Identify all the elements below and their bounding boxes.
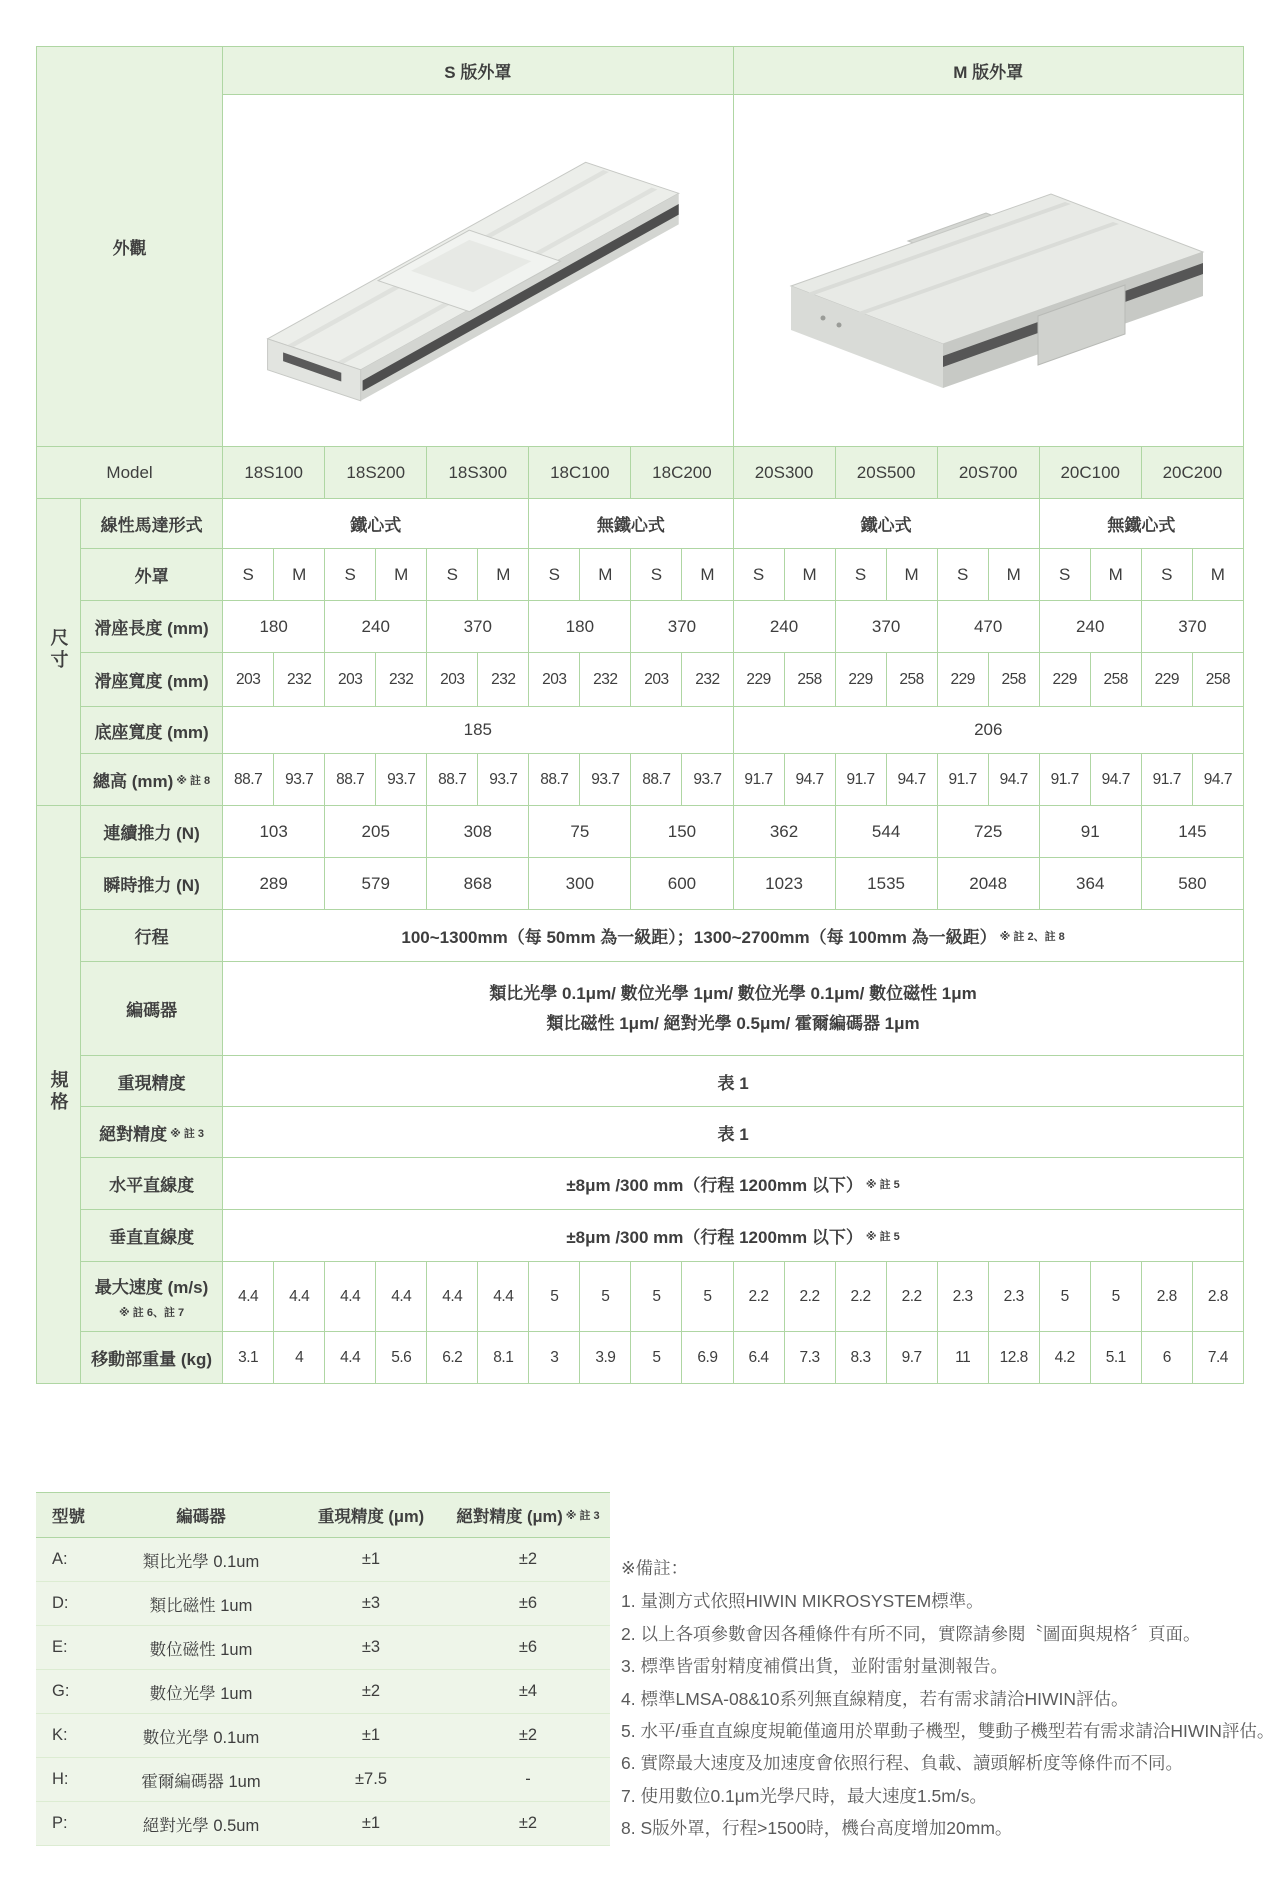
group-label-specifications	[37, 806, 81, 1384]
max-speed-value: 5	[529, 1262, 580, 1332]
max-speed-value: 2.3	[988, 1262, 1039, 1332]
moving-weight-value: 8.1	[478, 1332, 529, 1384]
encoder-accuracy-table	[36, 1492, 610, 1846]
total-height-row	[37, 754, 1244, 806]
cover-value: S	[427, 549, 478, 601]
max-speed-value: 2.2	[835, 1262, 886, 1332]
encoder-table-row	[36, 1714, 610, 1758]
row-label-stroke: 行程	[81, 910, 223, 962]
slider-width-value: 232	[274, 653, 325, 707]
encoder-table-header-row	[36, 1493, 610, 1538]
row-label-absolute-accuracy	[81, 1107, 223, 1158]
row-label-continuous-force: 連續推力 (N)	[81, 806, 223, 858]
continuous-force-value: 75	[529, 806, 631, 858]
stroke-note-mark: ※ 註 2、註 8	[999, 931, 1065, 943]
model-row	[37, 447, 1244, 499]
slider-width-value: 229	[937, 653, 988, 707]
peak-force-value: 1023	[733, 858, 835, 910]
encoder-table-cell: 類比光學 0.1um	[106, 1538, 296, 1582]
remarks-list	[621, 1585, 1283, 1844]
repeatability-row	[37, 1056, 1244, 1107]
cover-value: M	[988, 549, 1039, 601]
motor-type-row	[37, 499, 1244, 549]
total-height-value: 93.7	[682, 754, 733, 806]
slider-width-value: 258	[886, 653, 937, 707]
cover-value: S	[223, 549, 274, 601]
row-label-base-width: 底座寬度 (mm)	[81, 707, 223, 754]
s-cover-product-image	[233, 108, 723, 428]
total-height-value: 94.7	[784, 754, 835, 806]
encoder-line-2: 類比磁性 1μm/ 絕對光學 0.5μm/ 霍爾編碼器 1μm	[546, 1013, 920, 1033]
total-height-value: 88.7	[223, 754, 274, 806]
slider-length-value: 180	[223, 601, 325, 653]
vertical-straightness-note-mark: ※ 註 5	[865, 1231, 900, 1243]
slider-length-value: 370	[427, 601, 529, 653]
base-width-value: 185	[223, 707, 733, 754]
encoder-table-cell: ±4	[446, 1670, 610, 1714]
remark-item: 5. 水平/垂直直線度規範僅適用於單動子機型，雙動子機型若有需求請洽HIWIN評估。	[621, 1720, 1275, 1741]
cover-value: M	[274, 549, 325, 601]
max-speed-label-text: 最大速度 (m/s)	[94, 1278, 209, 1297]
model-name: 20S300	[733, 447, 835, 499]
peak-force-value: 364	[1039, 858, 1141, 910]
total-height-label-text: 總高 (mm)	[92, 772, 174, 791]
cover-value: M	[1090, 549, 1141, 601]
encoder-table-header-absolute-note: ※ 註 3	[565, 1510, 600, 1522]
encoder-table-header-encoder: 編碼器	[106, 1493, 296, 1538]
encoder-table-header-absolute	[446, 1493, 610, 1538]
encoder-table-cell: A:	[36, 1538, 106, 1582]
slider-length-row	[37, 601, 1244, 653]
moving-weight-value: 5.6	[376, 1332, 427, 1384]
slider-length-value: 370	[1141, 601, 1243, 653]
row-label-horizontal-straightness: 水平直線度	[81, 1158, 223, 1210]
row-label-moving-weight: 移動部重量 (kg)	[81, 1332, 223, 1384]
encoder-table-cell: H:	[36, 1758, 106, 1802]
slider-width-value: 229	[733, 653, 784, 707]
slider-width-value: 203	[427, 653, 478, 707]
slider-width-value: 258	[1090, 653, 1141, 707]
peak-force-value: 1535	[835, 858, 937, 910]
encoder-table-row	[36, 1538, 610, 1582]
continuous-force-value: 103	[223, 806, 325, 858]
encoder-table-cell: 數位光學 0.1um	[106, 1714, 296, 1758]
row-label-slider-width: 滑座寬度 (mm)	[81, 653, 223, 707]
total-height-note-mark: ※ 註 8	[176, 775, 211, 787]
total-height-value: 91.7	[1141, 754, 1192, 806]
encoder-table-cell: ±6	[446, 1626, 610, 1670]
slider-length-value: 240	[733, 601, 835, 653]
slider-width-value: 229	[1039, 653, 1090, 707]
encoder-row	[37, 962, 1244, 1056]
moving-weight-value: 11	[937, 1332, 988, 1384]
row-label-slider-length: 滑座長度 (mm)	[81, 601, 223, 653]
max-speed-value: 4.4	[223, 1262, 274, 1332]
max-speed-value: 5	[1090, 1262, 1141, 1332]
moving-weight-value: 7.4	[1192, 1332, 1243, 1384]
continuous-force-value: 145	[1141, 806, 1243, 858]
max-speed-value: 4.4	[325, 1262, 376, 1332]
spec-table	[36, 46, 1244, 1384]
continuous-force-value: 150	[631, 806, 733, 858]
absolute-accuracy-row	[37, 1107, 1244, 1158]
max-speed-value: 5	[580, 1262, 631, 1332]
moving-weight-value: 4.2	[1039, 1332, 1090, 1384]
total-height-value: 93.7	[478, 754, 529, 806]
slider-width-value: 203	[325, 653, 376, 707]
max-speed-value: 5	[682, 1262, 733, 1332]
slider-length-value: 240	[1039, 601, 1141, 653]
encoder-table-header-model: 型號	[36, 1493, 106, 1538]
appearance-label: 外觀	[37, 47, 223, 447]
m-cover-image-cell	[733, 95, 1244, 447]
moving-weight-value: 3.1	[223, 1332, 274, 1384]
encoder-table-row	[36, 1582, 610, 1626]
moving-weight-row	[37, 1332, 1244, 1384]
total-height-value: 94.7	[1192, 754, 1243, 806]
max-speed-value: 2.2	[886, 1262, 937, 1332]
total-height-value: 94.7	[886, 754, 937, 806]
cover-value: M	[784, 549, 835, 601]
model-label: Model	[37, 447, 223, 499]
peak-force-value: 300	[529, 858, 631, 910]
row-label-total-height	[81, 754, 223, 806]
total-height-value: 88.7	[325, 754, 376, 806]
repeatability-value: 表 1	[223, 1056, 1244, 1107]
horizontal-straightness-note-mark: ※ 註 5	[865, 1179, 900, 1191]
cover-value: S	[937, 549, 988, 601]
slider-length-value: 180	[529, 601, 631, 653]
slider-width-value: 258	[1192, 653, 1243, 707]
encoder-table-header-repeat: 重現精度 (μm)	[296, 1493, 446, 1538]
motor-type-value: 鐵心式	[733, 499, 1039, 549]
encoder-table-cell: ±2	[446, 1802, 610, 1846]
model-name: 20C200	[1141, 447, 1243, 499]
encoder-table-cell: P:	[36, 1802, 106, 1846]
cover-value: S	[733, 549, 784, 601]
encoder-table-cell: G:	[36, 1670, 106, 1714]
s-cover-image-cell	[223, 95, 733, 447]
total-height-value: 88.7	[631, 754, 682, 806]
remark-item: 3. 標準皆雷射精度補償出貨，並附雷射量測報告。	[621, 1656, 1008, 1677]
continuous-force-value: 362	[733, 806, 835, 858]
remark-item: 4. 標準LMSA-08&10系列無直線精度，若有需求請洽HIWIN評估。	[621, 1688, 1129, 1709]
motor-type-value: 鐵心式	[223, 499, 529, 549]
vertical-straightness-value	[223, 1210, 1244, 1262]
cover-value: M	[478, 549, 529, 601]
encoder-table-row	[36, 1626, 610, 1670]
model-name: 18S200	[325, 447, 427, 499]
slider-width-value: 258	[784, 653, 835, 707]
slider-width-value: 203	[223, 653, 274, 707]
peak-force-value: 579	[325, 858, 427, 910]
max-speed-value: 2.8	[1192, 1262, 1243, 1332]
moving-weight-value: 6.4	[733, 1332, 784, 1384]
max-speed-value: 5	[631, 1262, 682, 1332]
encoder-table-cell: K:	[36, 1714, 106, 1758]
slider-width-value: 203	[631, 653, 682, 707]
cover-header-row	[37, 47, 1244, 95]
slider-width-value: 229	[835, 653, 886, 707]
horizontal-straightness-row	[37, 1158, 1244, 1210]
max-speed-value: 2.8	[1141, 1262, 1192, 1332]
slider-width-value: 258	[988, 653, 1039, 707]
continuous-force-value: 544	[835, 806, 937, 858]
slider-width-value: 229	[1141, 653, 1192, 707]
moving-weight-value: 9.7	[886, 1332, 937, 1384]
cover-value: M	[376, 549, 427, 601]
row-label-peak-force: 瞬時推力 (N)	[81, 858, 223, 910]
row-label-repeatability: 重現精度	[81, 1056, 223, 1107]
moving-weight-value: 5.1	[1090, 1332, 1141, 1384]
encoder-table-cell: -	[446, 1758, 610, 1802]
max-speed-value: 4.4	[478, 1262, 529, 1332]
moving-weight-value: 6.9	[682, 1332, 733, 1384]
remark-item: 1. 量測方式依照HIWIN MIKROSYSTEM標準。	[621, 1591, 984, 1612]
moving-weight-value: 3.9	[580, 1332, 631, 1384]
peak-force-value: 580	[1141, 858, 1243, 910]
max-speed-row	[37, 1262, 1244, 1332]
moving-weight-value: 7.3	[784, 1332, 835, 1384]
max-speed-value: 4.4	[427, 1262, 478, 1332]
dimensions-group-text: 尺寸	[48, 627, 69, 672]
encoder-table-cell: ±2	[446, 1714, 610, 1758]
cover-value: M	[886, 549, 937, 601]
row-label-max-speed	[81, 1262, 223, 1332]
continuous-force-row	[37, 806, 1244, 858]
row-label-cover: 外罩	[81, 549, 223, 601]
cover-row	[37, 549, 1244, 601]
encoder-table-row	[36, 1802, 610, 1846]
cover-value: S	[325, 549, 376, 601]
max-speed-value: 2.2	[784, 1262, 835, 1332]
peak-force-value: 600	[631, 858, 733, 910]
cover-value: S	[631, 549, 682, 601]
slider-length-value: 240	[325, 601, 427, 653]
encoder-table-row	[36, 1670, 610, 1714]
encoder-table-cell: ±1	[296, 1802, 446, 1846]
remark-item: 8. S版外罩，行程>1500時，機台高度增加20mm。	[621, 1818, 1013, 1838]
encoder-table-cell: ±1	[296, 1538, 446, 1582]
motor-type-value: 無鐵心式	[1039, 499, 1243, 549]
encoder-table-cell: ±1	[296, 1714, 446, 1758]
encoder-table-cell: 數位光學 1um	[106, 1670, 296, 1714]
model-name: 20S500	[835, 447, 937, 499]
stroke-text: 100~1300mm（每 50mm 為一級距）；1300~2700mm（每 100mm 為一級距）	[401, 928, 997, 947]
total-height-value: 94.7	[1090, 754, 1141, 806]
continuous-force-value: 205	[325, 806, 427, 858]
motor-type-value: 無鐵心式	[529, 499, 733, 549]
vertical-straightness-text: ±8μm /300 mm（行程 1200mm 以下）	[566, 1228, 863, 1247]
cover-value: S	[529, 549, 580, 601]
specifications-group-text: 規格	[48, 1070, 69, 1114]
encoder-table-cell: E:	[36, 1626, 106, 1670]
moving-weight-value: 3	[529, 1332, 580, 1384]
total-height-value: 93.7	[274, 754, 325, 806]
slider-width-value: 203	[529, 653, 580, 707]
encoder-table-cell: ±2	[296, 1670, 446, 1714]
base-width-value: 206	[733, 707, 1244, 754]
model-name: 18C100	[529, 447, 631, 499]
stroke-row	[37, 910, 1244, 962]
remark-item: 7. 使用數位0.1μm光學尺時，最大速度1.5m/s。	[621, 1785, 987, 1806]
total-height-value: 91.7	[937, 754, 988, 806]
absolute-accuracy-note-mark: ※ 註 3	[170, 1127, 205, 1140]
cover-value: M	[1192, 549, 1243, 601]
slider-width-value: 232	[580, 653, 631, 707]
encoder-table-cell: 絕對光學 0.5um	[106, 1802, 296, 1846]
total-height-value: 91.7	[733, 754, 784, 806]
continuous-force-value: 91	[1039, 806, 1141, 858]
encoder-table-cell: 數位磁性 1um	[106, 1626, 296, 1670]
model-name: 18S300	[427, 447, 529, 499]
m-cover-header: M 版外罩	[733, 47, 1244, 95]
moving-weight-value: 6.2	[427, 1332, 478, 1384]
absolute-accuracy-value: 表 1	[223, 1107, 1244, 1158]
moving-weight-value: 4.4	[325, 1332, 376, 1384]
peak-force-row	[37, 858, 1244, 910]
model-name: 20C100	[1039, 447, 1141, 499]
remark-item: 2. 以上各項參數會因各種條件有所不同，實際請參閱〝圖面與規格〞頁面。	[621, 1623, 1201, 1644]
continuous-force-value: 725	[937, 806, 1039, 858]
peak-force-value: 2048	[937, 858, 1039, 910]
base-width-row	[37, 707, 1244, 754]
moving-weight-value: 12.8	[988, 1332, 1039, 1384]
encoder-table-cell: ±7.5	[296, 1758, 446, 1802]
max-speed-value: 4.4	[274, 1262, 325, 1332]
m-cover-product-image	[753, 118, 1223, 418]
horizontal-straightness-text: ±8μm /300 mm（行程 1200mm 以下）	[566, 1176, 863, 1195]
moving-weight-value: 6	[1141, 1332, 1192, 1384]
total-height-value: 94.7	[988, 754, 1039, 806]
total-height-value: 91.7	[1039, 754, 1090, 806]
encoder-table-cell: 霍爾編碼器 1um	[106, 1758, 296, 1802]
slider-width-value: 232	[376, 653, 427, 707]
row-label-vertical-straightness: 垂直直線度	[81, 1210, 223, 1262]
stroke-value	[223, 910, 1244, 962]
horizontal-straightness-value	[223, 1158, 1244, 1210]
slider-width-value: 232	[682, 653, 733, 707]
encoder-table-cell: D:	[36, 1582, 106, 1626]
encoder-value	[223, 962, 1244, 1056]
remarks-title: ※備註：	[621, 1558, 689, 1578]
slider-length-value: 370	[835, 601, 937, 653]
moving-weight-value: 8.3	[835, 1332, 886, 1384]
continuous-force-value: 308	[427, 806, 529, 858]
group-label-dimensions	[37, 499, 81, 806]
remark-item: 6. 實際最大速度及加速度會依照行程、負載、讀頭解析度等條件而不同。	[621, 1753, 1183, 1774]
encoder-table-cell: ±2	[446, 1538, 610, 1582]
encoder-table-cell: ±3	[296, 1582, 446, 1626]
model-name: 20S700	[937, 447, 1039, 499]
encoder-table-cell: 類比磁性 1um	[106, 1582, 296, 1626]
moving-weight-value: 4	[274, 1332, 325, 1384]
total-height-value: 91.7	[835, 754, 886, 806]
absolute-accuracy-label-text: 絕對精度	[99, 1124, 168, 1144]
slider-width-value: 232	[478, 653, 529, 707]
total-height-value: 88.7	[529, 754, 580, 806]
cover-value: S	[835, 549, 886, 601]
model-name: 18C200	[631, 447, 733, 499]
total-height-value: 88.7	[427, 754, 478, 806]
cover-value: M	[580, 549, 631, 601]
moving-weight-value: 5	[631, 1332, 682, 1384]
encoder-table-row	[36, 1758, 610, 1802]
slider-length-value: 370	[631, 601, 733, 653]
remarks-section	[621, 1552, 1283, 1844]
row-label-motor-type: 線性馬達形式	[81, 499, 223, 549]
cover-value: S	[1141, 549, 1192, 601]
s-cover-header: S 版外罩	[223, 47, 733, 95]
model-name: 18S100	[223, 447, 325, 499]
max-speed-value: 5	[1039, 1262, 1090, 1332]
total-height-value: 93.7	[376, 754, 427, 806]
peak-force-value: 289	[223, 858, 325, 910]
slider-length-value: 470	[937, 601, 1039, 653]
slider-width-row	[37, 653, 1244, 707]
encoder-table-cell: ±6	[446, 1582, 610, 1626]
max-speed-value: 2.2	[733, 1262, 784, 1332]
max-speed-value: 2.3	[937, 1262, 988, 1332]
peak-force-value: 868	[427, 858, 529, 910]
vertical-straightness-row	[37, 1210, 1244, 1262]
max-speed-value: 4.4	[376, 1262, 427, 1332]
total-height-value: 93.7	[580, 754, 631, 806]
row-label-encoder: 編碼器	[81, 962, 223, 1056]
cover-value: S	[1039, 549, 1090, 601]
encoder-table-cell: ±3	[296, 1626, 446, 1670]
encoder-table-header-absolute-text: 絕對精度 (μm)	[456, 1508, 563, 1526]
max-speed-note-mark: ※ 註 6、註 7	[119, 1307, 185, 1319]
cover-value: M	[682, 549, 733, 601]
encoder-line-1: 類比光學 0.1μm/ 數位光學 1μm/ 數位光學 0.1μm/ 數位磁性 1μm	[489, 983, 977, 1003]
